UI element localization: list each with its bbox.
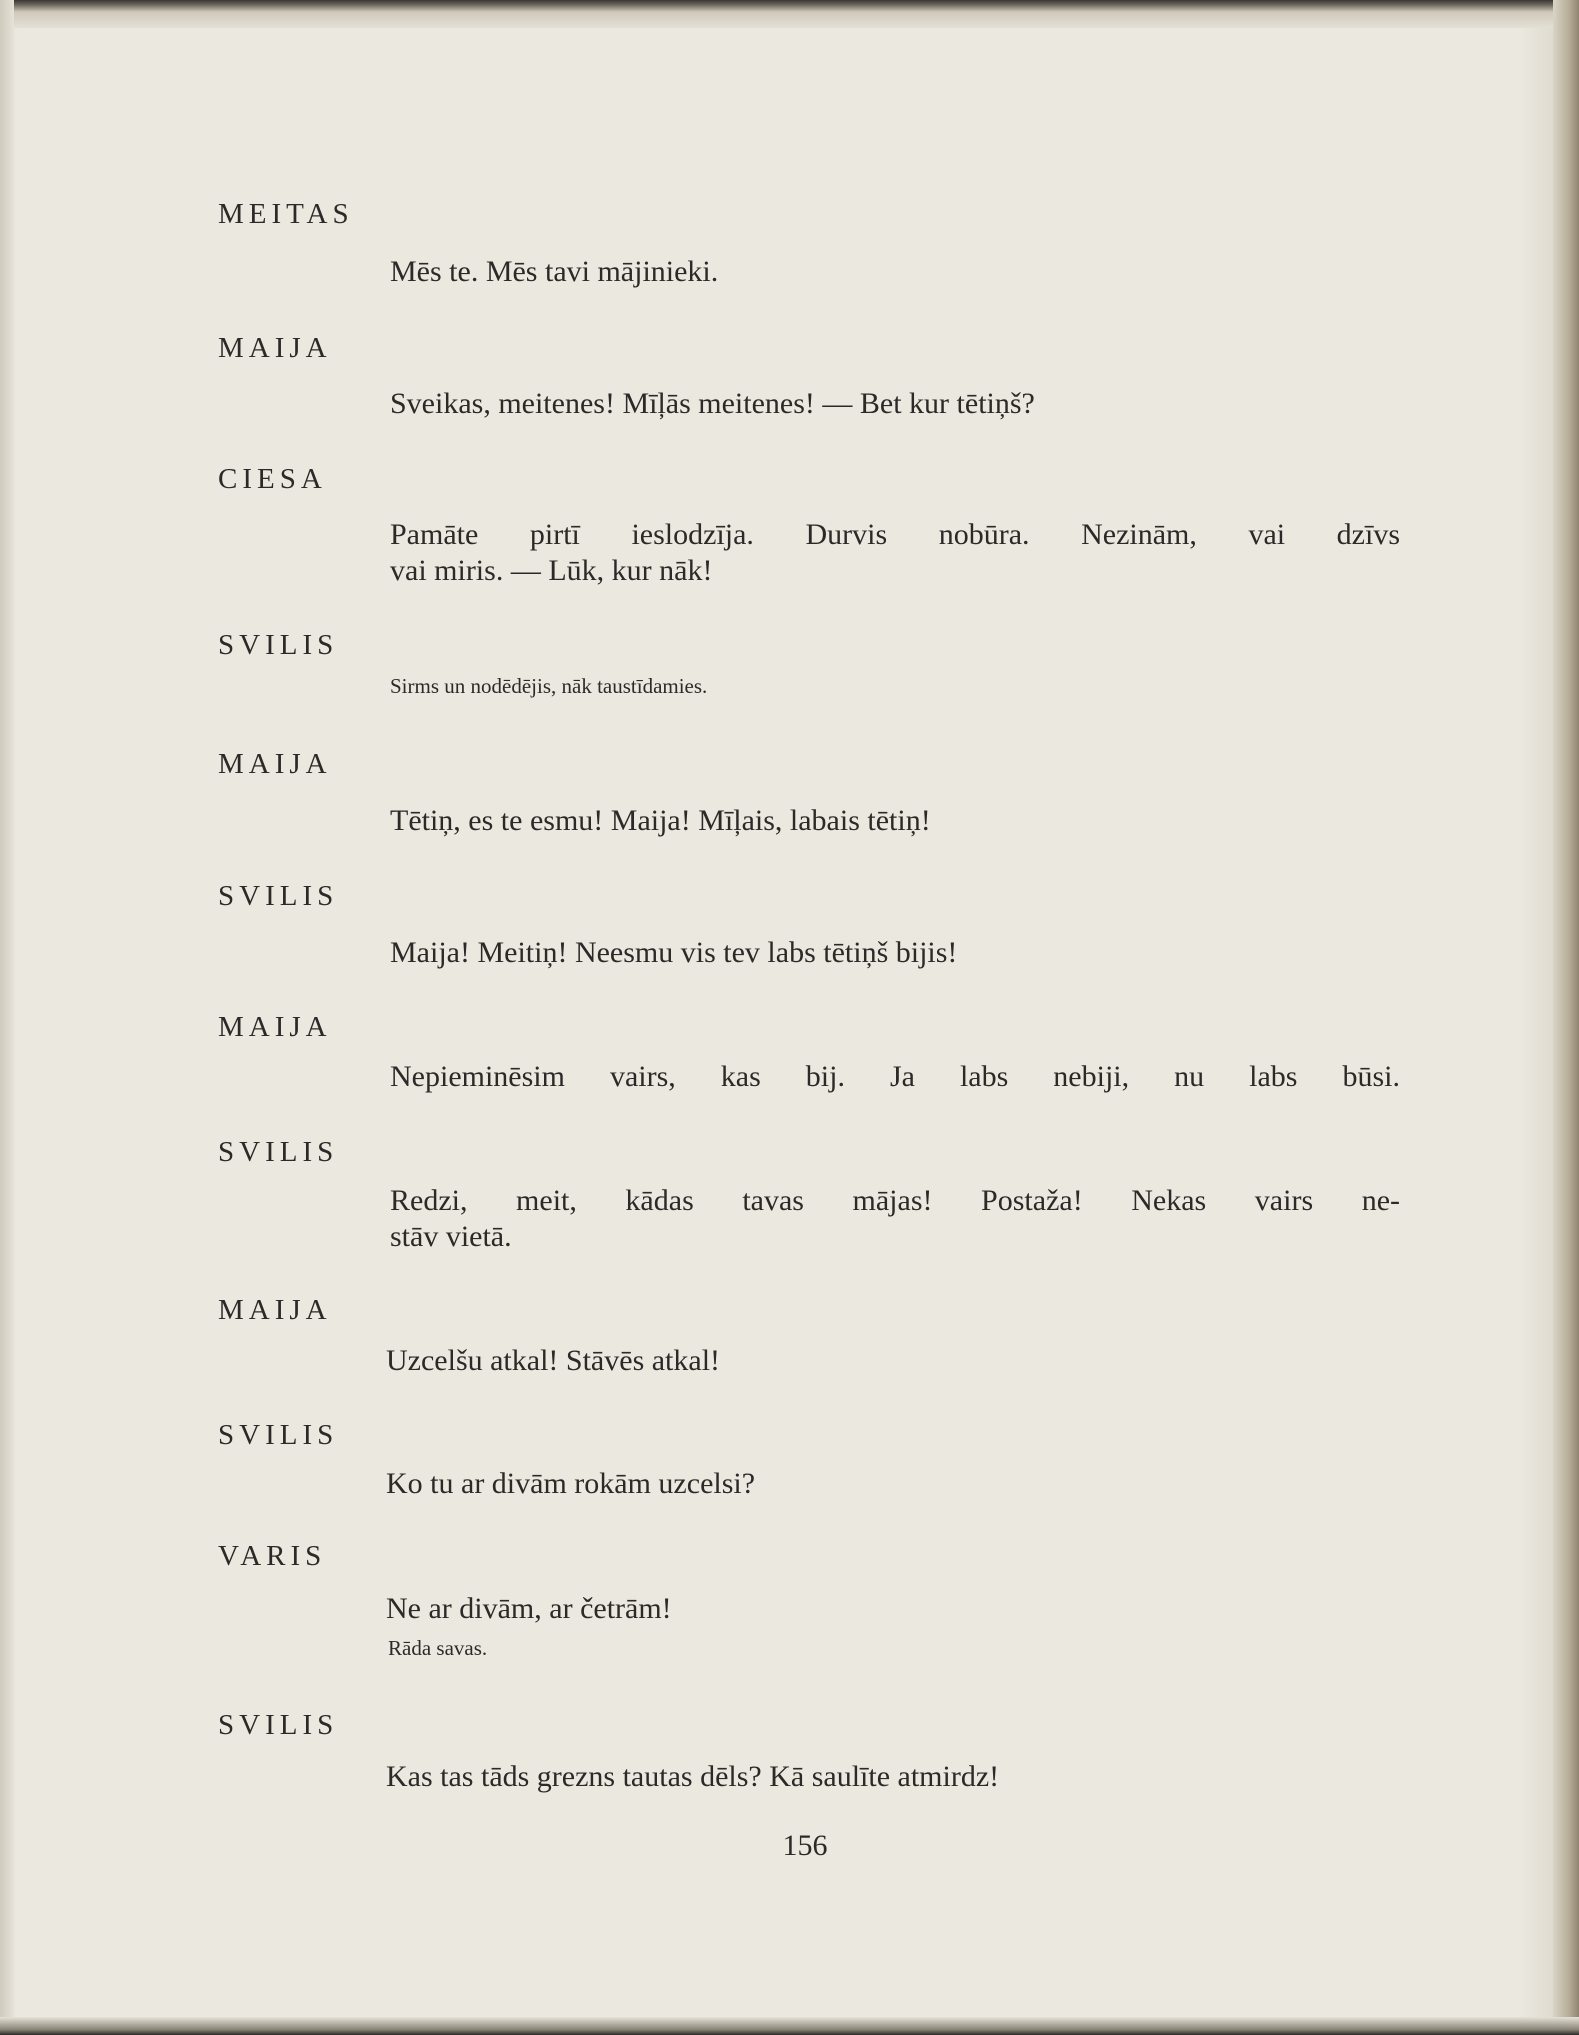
speaker-name: SVILIS (218, 1136, 339, 1168)
speech-line: Tētiņ, es te esmu! Maija! Mīļais, labais tētiņ! (390, 804, 931, 837)
stage-direction: Rāda savas. (388, 1636, 488, 1660)
speaker-name: MAIJA (218, 748, 332, 780)
speech-line: stāv vietā. (390, 1220, 512, 1253)
speaker-name: SVILIS (218, 1419, 339, 1451)
speech-line: Mēs te. Mēs tavi mājinieki. (390, 255, 719, 288)
speaker-name: MAIJA (218, 332, 332, 364)
page-left-edge (0, 0, 14, 2035)
speaker-name: MAIJA (218, 1011, 332, 1043)
speech-line: Redzi, meit, kādas tavas mājas! Postaža! Nekas vairs ne- (390, 1184, 1400, 1217)
speech-line: Sveikas, meitenes! Mīļās meitenes! — Bet kur tētiņš? (390, 387, 1035, 420)
speech-line: Ne ar divām, ar četrām! (386, 1592, 672, 1625)
speech-line: Pamāte pirtī ieslodzīja. Durvis nobūra. Nezinām, vai dzīvs (390, 518, 1400, 551)
speech-line: Ko tu ar divām rokām uzcelsi? (386, 1467, 756, 1500)
page-right-edge (1553, 0, 1579, 2035)
speech-line: Kas tas tāds grezns tautas dēls? Kā saulīte atmirdz! (386, 1760, 1000, 1793)
page-bottom-edge (0, 2017, 1579, 2035)
speech-line: Maija! Meitiņ! Neesmu vis tev labs tētiņš bijis! (390, 936, 958, 969)
speech-line: Nepieminēsim vairs, kas bij. Ja labs nebiji, nu labs būsi. (390, 1060, 1400, 1093)
speaker-name: MEITAS (218, 198, 354, 230)
speech-line: vai miris. — Lūk, kur nāk! (390, 554, 713, 587)
speaker-name: MAIJA (218, 1294, 332, 1326)
speech-line: Uzcelšu atkal! Stāvēs atkal! (386, 1344, 721, 1377)
speaker-name: SVILIS (218, 1709, 339, 1741)
page-number: 156 (782, 1829, 828, 1862)
speaker-name: SVILIS (218, 880, 339, 912)
speaker-name: CIESA (218, 463, 327, 495)
speaker-name: SVILIS (218, 629, 339, 661)
stage-direction: Sirms un nodēdējis, nāk taustīdamies. (390, 674, 708, 698)
page-top-edge (0, 0, 1579, 28)
speaker-name: VARIS (218, 1540, 327, 1572)
